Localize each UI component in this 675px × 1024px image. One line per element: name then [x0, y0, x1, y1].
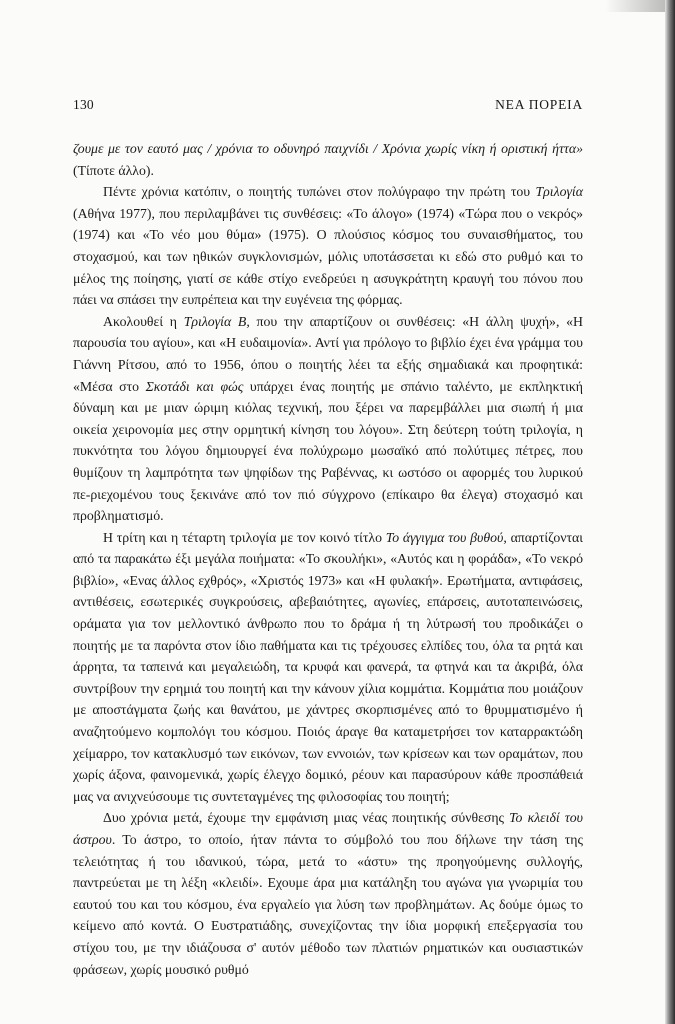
italic-run: Σκοτάδι και φώς	[145, 378, 244, 394]
running-title: ΝΕΑ ΠΟΡΕΙΑ	[495, 97, 583, 112]
text-run: Πέντε χρόνια κατόπιν, ο ποιητής τυπώνει στον πολύγραφο την πρώτη του	[103, 184, 536, 200]
text-run: Ακολουθεί η	[103, 313, 184, 329]
paragraph	[73, 138, 583, 181]
italic-run: Το κλειδί του άστρου	[73, 810, 583, 847]
text-run: , απαρτίζονται από τα παρακάτω έξι μεγάλα ποιήματα: «Το σκουλήκι», «Αυτός και η φοράδα», «Το νεκρό βιβλίο», «Ενας άλλος εχθρός», «Χριστός 1973» και «Η φυλακή». Ερωτήματα, αντιφάσεις, αντιθέσεις, εσωτερικές συγκρούσεις, αβεβαιότητες, αγωνίες, επάρσεις, αυτοταπεινώσεις, οράματα για τον μελλοντικό άνθρωπο που το δράμα ή τη λύτρωσή του προδικάζει ο ποιητής με τα παρόντα στον ίδιο παθήματα και τις τρέχουσες ελπίδες του, όλα τα ρητά και άρρητα, τα ταπεινά και μεγαλειώδη, τα κρυφά και φανερά, τα φτηνά και τα ἀκριβά, όλα συντρίβουν την ερημιά του ποιητή και την κάνουν χίλια κομμάτια. Κομμάτια που μοιάζουν με αποστάγματα ζωής και θανάτου, με χάντρες σκορπισμένες από το θρυμματισμένο ή αναζητούμενο κομπολόγι του κόσμου. Ποιός άραγε θα καταμετρήσει τον καταρρακτώδη χείμαρρο, τον κατακλυσμό των εικόνων, των εννοιών, των κρίσεων και των οραμάτων, που χωρίς άξονα, φαινομενικά, χωρίς έλεγχο δομικό, ρέουν και παρασύρουν κάθε προσπάθειά μας να ανιχνεύσουμε τις συντεταγμένες της φιλοσοφίας του ποιητή;	[73, 529, 583, 804]
text-run: υπάρχει ένας ποιητής με σπάνιο ταλέντο, με εκπληκτική δύναμη και με μιαν ώριμη κιόλας τεχνική, που ξέρει να παρεμβάλλει μια σιωπή ή μια οικεία χειρονομία μες στην ορμητική κίνηση του λόγου». Στη δεύτερη τούτη τριλογία, η πυκνότητα του λόγου δημιουργεί ένα πολύχρωμο μωσαϊκό από πολύτιμες πέτρες, που θυμίζουν τη λαμπρότητα των ψηφίδων της Ραβέννας, κι ωστόσο οι αφορμές του λυρικού πε-ριεχομένου τους ξεκινάνε από τον πιό σύγχρονο (επίκαιρο θα έλεγα) στοχασμό και προβληματισμό.	[73, 378, 583, 524]
text-run: Δυο χρόνια μετά, έχουμε την εμφάνιση μιας νέας ποιητικής σύνθεσης	[103, 810, 510, 826]
text-run: . Το άστρο, το οποίο, ήταν πάντα το σύμβολό του που δήλωνε την τάση της τελειότητας ή του ιδανικού, τώρα, μετά το «άστυ» της προηγούμενης συλλογής, παντρεύεται με τη λέξη «κλειδί». Εχουμε άρα μια κατάληξη του αγώνα για γνωριμία του εαυτού του και του κόσμου, ένα εργαλείο για λύση των προβλημάτων. Ας δούμε όμως το κείμενο από κοντά. Ο Ευστρατιάδης, συνεχίζοντας την ίδια μορφική επεξεργασία του στίχου του, με την ιδιάζουσα σ' αυτόν μέθοδο των πλατιών ρηματικών και ουσιαστικών φράσεων, χωρίς μουσικό ρυθμό	[73, 832, 583, 977]
italic-run: Το άγγιγμα του βυθού	[385, 529, 504, 545]
paragraph	[73, 527, 583, 808]
text-run: , που την απαρτίζουν οι συνθέσεις: «Η άλλη ψυχή», «Η παρουσία του αγίου», και «Η ευδαιμονία». Αντί για πρόλογο το βιβλίο έχει ένα γράμμα του Γιάννη Ρίτσου, από το 1956, όπου ο ποιητής λέει τα εξής σημαδιακά και προφητικά: «Μέσα στο	[73, 313, 583, 394]
text-run: Η τρίτη και η τέταρτη τριλογία με τον κοινό τίτλο	[103, 529, 386, 545]
italic-run: Τριλογία	[535, 184, 583, 200]
italic-run: ζουμε με τον εαυτό μας / χρόνια το οδυνηρό παιχνίδι / Χρόνια χωρίς νίκη ή οριστική ήττα»	[73, 141, 583, 156]
text-run: (Τίποτε άλλο).	[73, 162, 154, 178]
page-number: 130	[73, 97, 94, 112]
text-run: (Αθήνα 1977), που περιλαμβάνει τις συνθέσεις: «Το άλογο» (1974) «Τώρα που ο νεκρός» (1974) και «Το νέο μου θύμα» (1975). Ο πλούσιος κόσμος του συναισθήματος, του στοχασμού, και των ηθικών συγκλονισμών, μόλις υποτάσσεται κι εδώ στο ρυθμό και το μέλος της ποίησης, γιατί σε κάθε στίχο ενεδρεύει η ασυγκράτητη κραυγή του πόνου που πάει να σπάσει την ευπρέπεια και την ευγένεια της φόρμας.	[73, 205, 583, 308]
paragraph	[73, 181, 583, 311]
paragraph	[73, 311, 583, 527]
page-shadow	[605, 0, 665, 12]
italic-run: Τριλογία Β	[183, 313, 247, 329]
body-text	[73, 138, 583, 980]
book-spine	[665, 0, 675, 1024]
paragraph	[73, 807, 583, 980]
